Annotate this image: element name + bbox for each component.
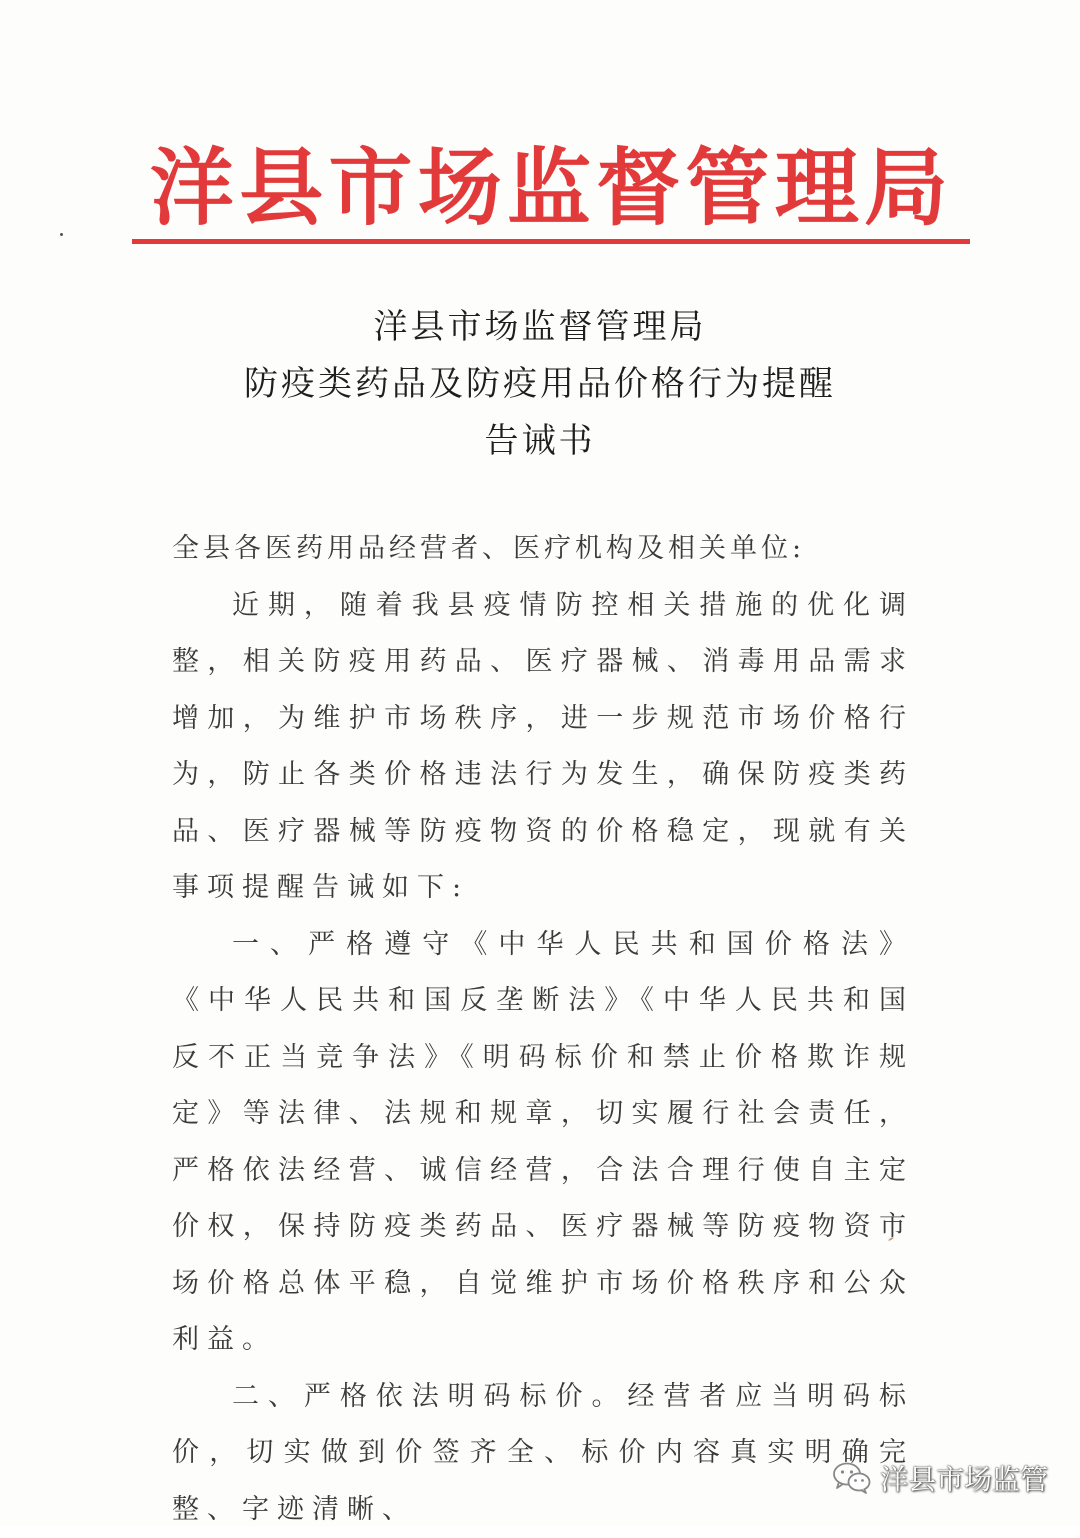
scan-speck (60, 233, 63, 236)
wechat-account-watermark (832, 1458, 1048, 1498)
document-title-line-1: 洋县市场监督管理局 (0, 307, 1080, 347)
addressee-line: 全县各医药用品经营者、医疗机构及相关单位: (172, 521, 914, 578)
document-title-line-3: 告诫书 (0, 421, 1080, 461)
body-paragraph: 一、严格遵守《中华人民共和国价格法》《中华人民共和国反垄断法》《中华人民共和国反不正当竞争法》《明码标价和禁止价格欺诈规定》等法律、法规和规章，切实履行社会责任，严格依法经营、诚信经营，合法合理行使自主定价权，保持防疫类药品、医疗器械等防疫物资市场价格总体平稳，自觉维护市场价格秩序和公众利益。 (172, 917, 914, 1369)
body-paragraph: 近期，随着我县疫情防控相关措施的优化调整，相关防疫用药品、医疗器械、消毒用品需求增加，为维护市场秩序，进一步规范市场价格行为，防止各类价格违法行为发生，确保防疫类药品、医疗器械等防疫物资的价格稳定，现就有关事项提醒告诫如下: (172, 578, 914, 917)
body-paragraph: 二、严格依法明码标价。经营者应当明码标价，切实做到价签齐全、标价内容真实明确完整、字迹清晰、 (172, 1369, 914, 1538)
letterhead-organization: 洋县市场监督管理局 (150, 138, 950, 238)
wechat-icon (832, 1461, 872, 1495)
document-title-line-2: 防疫类药品及防疫用品价格行为提醒 (0, 364, 1080, 404)
wechat-account-name: 洋县市场监管 (880, 1458, 1048, 1498)
document-body (172, 521, 914, 1538)
letterhead-red-rule (132, 239, 970, 244)
